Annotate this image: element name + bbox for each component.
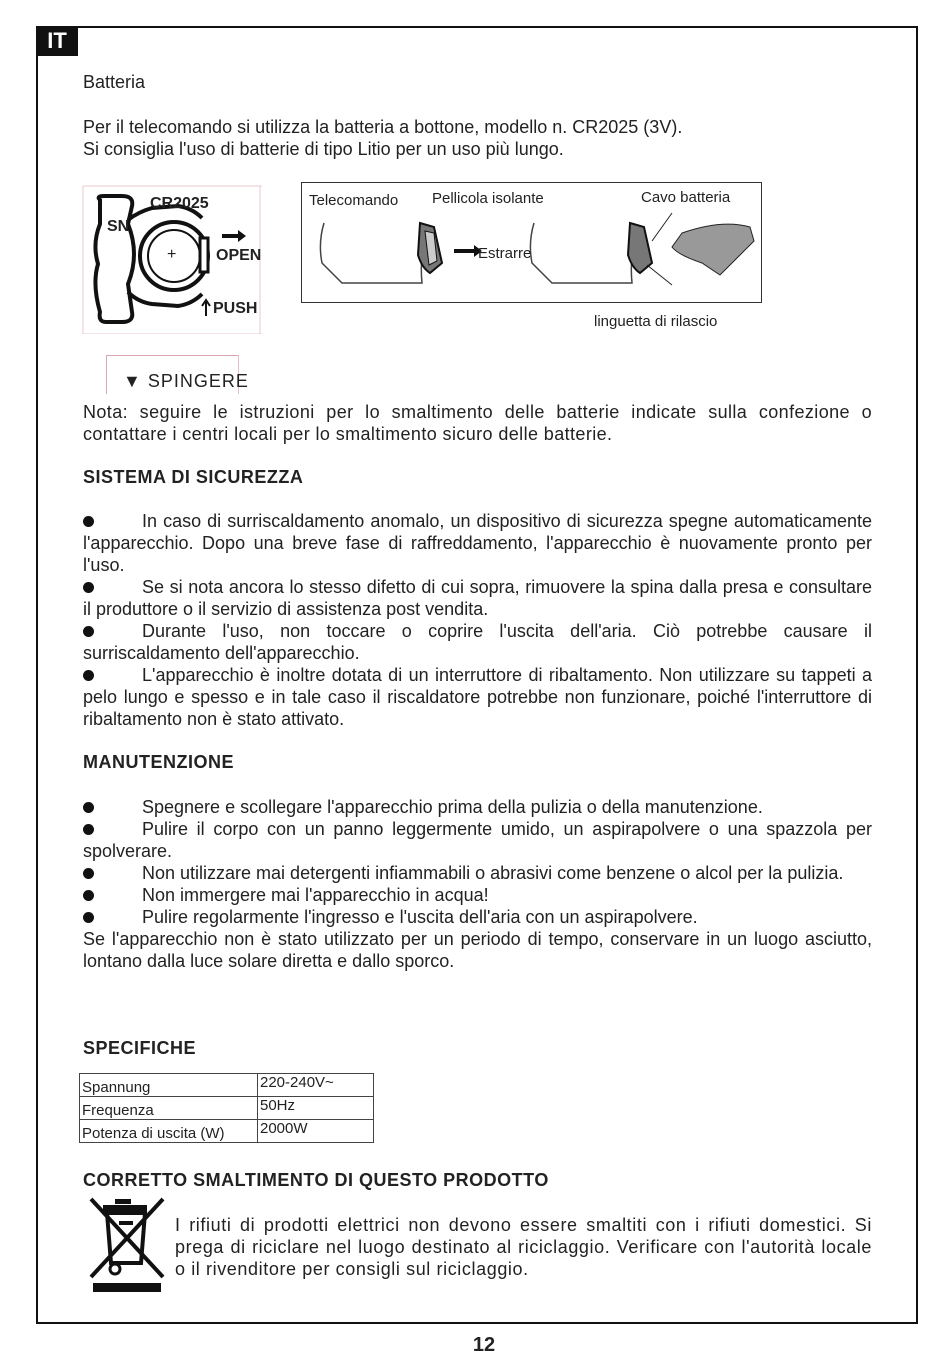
maintenance-item-text: Non immergere mai l'apparecchio in acqua! bbox=[142, 885, 489, 905]
bullet-icon bbox=[83, 824, 94, 835]
maintenance-item-text: Pulire il corpo con un panno leggermente umido, un aspirapolvere o una spazzola per spolverare. bbox=[83, 819, 872, 861]
safety-heading: SISTEMA DI SICUREZZA bbox=[83, 467, 304, 487]
storage-note: Se l'apparecchio non è stato utilizzato per un periodo di tempo, conservare in un luogo asciutto, lontano dalla luce solare diretta e dallo sporco. bbox=[83, 929, 872, 971]
safety-item bbox=[83, 576, 872, 620]
cr2025-label: CR2025 bbox=[150, 195, 209, 212]
maintenance-list bbox=[83, 796, 872, 972]
table-row bbox=[80, 1074, 374, 1097]
maintenance-item-text: Non utilizzare mai detergenti infiammabili o abrasivi come benzene o alcol per la pulizia. bbox=[142, 863, 844, 883]
bullet-icon bbox=[83, 802, 94, 813]
specs-heading: SPECIFICHE bbox=[83, 1038, 197, 1058]
maintenance-item bbox=[83, 796, 872, 818]
release-tab-label: linguetta di rilascio bbox=[594, 313, 718, 330]
language-tab: IT bbox=[36, 26, 78, 56]
maintenance-item bbox=[83, 884, 872, 906]
bullet-icon bbox=[83, 890, 94, 901]
bullet-icon bbox=[83, 516, 94, 527]
spec-label: Frequenza bbox=[80, 1097, 258, 1120]
maintenance-item bbox=[83, 818, 872, 862]
maintenance-item bbox=[83, 906, 872, 928]
spec-label: Potenza di uscita (W) bbox=[80, 1120, 258, 1143]
maintenance-item-text: Spegnere e scollegare l'apparecchio prima della pulizia o della manutenzione. bbox=[142, 797, 763, 817]
specs-table bbox=[79, 1073, 374, 1143]
spec-value: 220-240V~ bbox=[258, 1074, 374, 1097]
maintenance-item bbox=[83, 862, 872, 884]
safety-item-text: Se si nota ancora lo stesso difetto di cui sopra, rimuovere la spina dalla presa e consultare il produttore o il servizio di assistenza post vendita. bbox=[83, 577, 872, 619]
push-instruction: ▼ SPINGERE bbox=[123, 371, 249, 391]
safety-item bbox=[83, 664, 872, 730]
safety-item bbox=[83, 510, 872, 576]
page-number: 12 bbox=[472, 1334, 496, 1356]
sn-label: SN bbox=[107, 218, 130, 235]
safety-item-text: L'apparecchio è inoltre dotata di un interruttore di ribaltamento. Non utilizzare su tappeti a pelo lungo e spesso e in tale caso il riscaldatore potrebbe non funzionare, poiché l'interruttore di ribaltamento non è stato attivato. bbox=[83, 665, 872, 729]
disposal-heading: CORRETTO SMALTIMENTO DI QUESTO PRODOTTO bbox=[83, 1170, 549, 1190]
table-row bbox=[80, 1097, 374, 1120]
battery-line-2: Si consiglia l'uso di batterie di tipo Litio per un uso più lungo. bbox=[83, 139, 564, 159]
battery-compartment-figure bbox=[82, 184, 262, 334]
spec-value: 50Hz bbox=[258, 1097, 374, 1120]
bullet-icon bbox=[83, 582, 94, 593]
spec-value: 2000W bbox=[258, 1120, 374, 1143]
safety-item-text: Durante l'uso, non toccare o coprire l'uscita dell'aria. Ciò potrebbe causare il surriscaldamento dell'apparecchio. bbox=[83, 621, 872, 663]
bullet-icon bbox=[83, 868, 94, 879]
battery-title: Batteria bbox=[83, 72, 146, 92]
bullet-icon bbox=[83, 670, 94, 681]
disposal-note: Nota: seguire le istruzioni per lo smaltimento delle batterie indicate sulla confezione o contattare i centri locali per lo smaltimento sicuro delle batterie. bbox=[83, 402, 872, 444]
open-label: OPEN bbox=[216, 247, 262, 264]
maintenance-item-text: Pulire regolarmente l'ingresso e l'uscita dell'aria con un aspirapolvere. bbox=[142, 907, 698, 927]
disposal-text: I rifiuti di prodotti elettrici non devono essere smaltiti con i rifiuti domestici. Si prega di riciclare nel luogo destinato al riciclaggio. Verificare con l'autorità locale o il rivenditore per consigli sul riciclaggio. bbox=[175, 1215, 872, 1279]
safety-item-text: In caso di surriscaldamento anomalo, un dispositivo di sicurezza spegne automaticamente l'apparecchio. Dopo una breve fase di raffreddamento, l'apparecchio è nuovamente pronto per l'uso. bbox=[83, 511, 872, 575]
table-row bbox=[80, 1120, 374, 1143]
safety-list bbox=[83, 510, 872, 730]
insulating-film-label: Pellicola isolante bbox=[432, 190, 544, 207]
remote-label: Telecomando bbox=[309, 192, 399, 209]
weee-crossed-bin-icon bbox=[85, 1195, 169, 1293]
plus-label: + bbox=[167, 246, 177, 263]
extract-label: Estrarre bbox=[478, 245, 532, 262]
maintenance-heading: MANUTENZIONE bbox=[83, 752, 234, 772]
battery-line-1: Per il telecomando si utilizza la batteria a bottone, modello n. CR2025 (3V). bbox=[83, 117, 683, 137]
safety-item bbox=[83, 620, 872, 664]
bullet-icon bbox=[83, 912, 94, 923]
push-label: PUSH bbox=[213, 300, 258, 317]
bullet-icon bbox=[83, 626, 94, 637]
spec-label: Spannung bbox=[80, 1074, 258, 1097]
battery-cable-label: Cavo batteria bbox=[641, 189, 731, 206]
remote-battery-figure bbox=[301, 182, 762, 303]
